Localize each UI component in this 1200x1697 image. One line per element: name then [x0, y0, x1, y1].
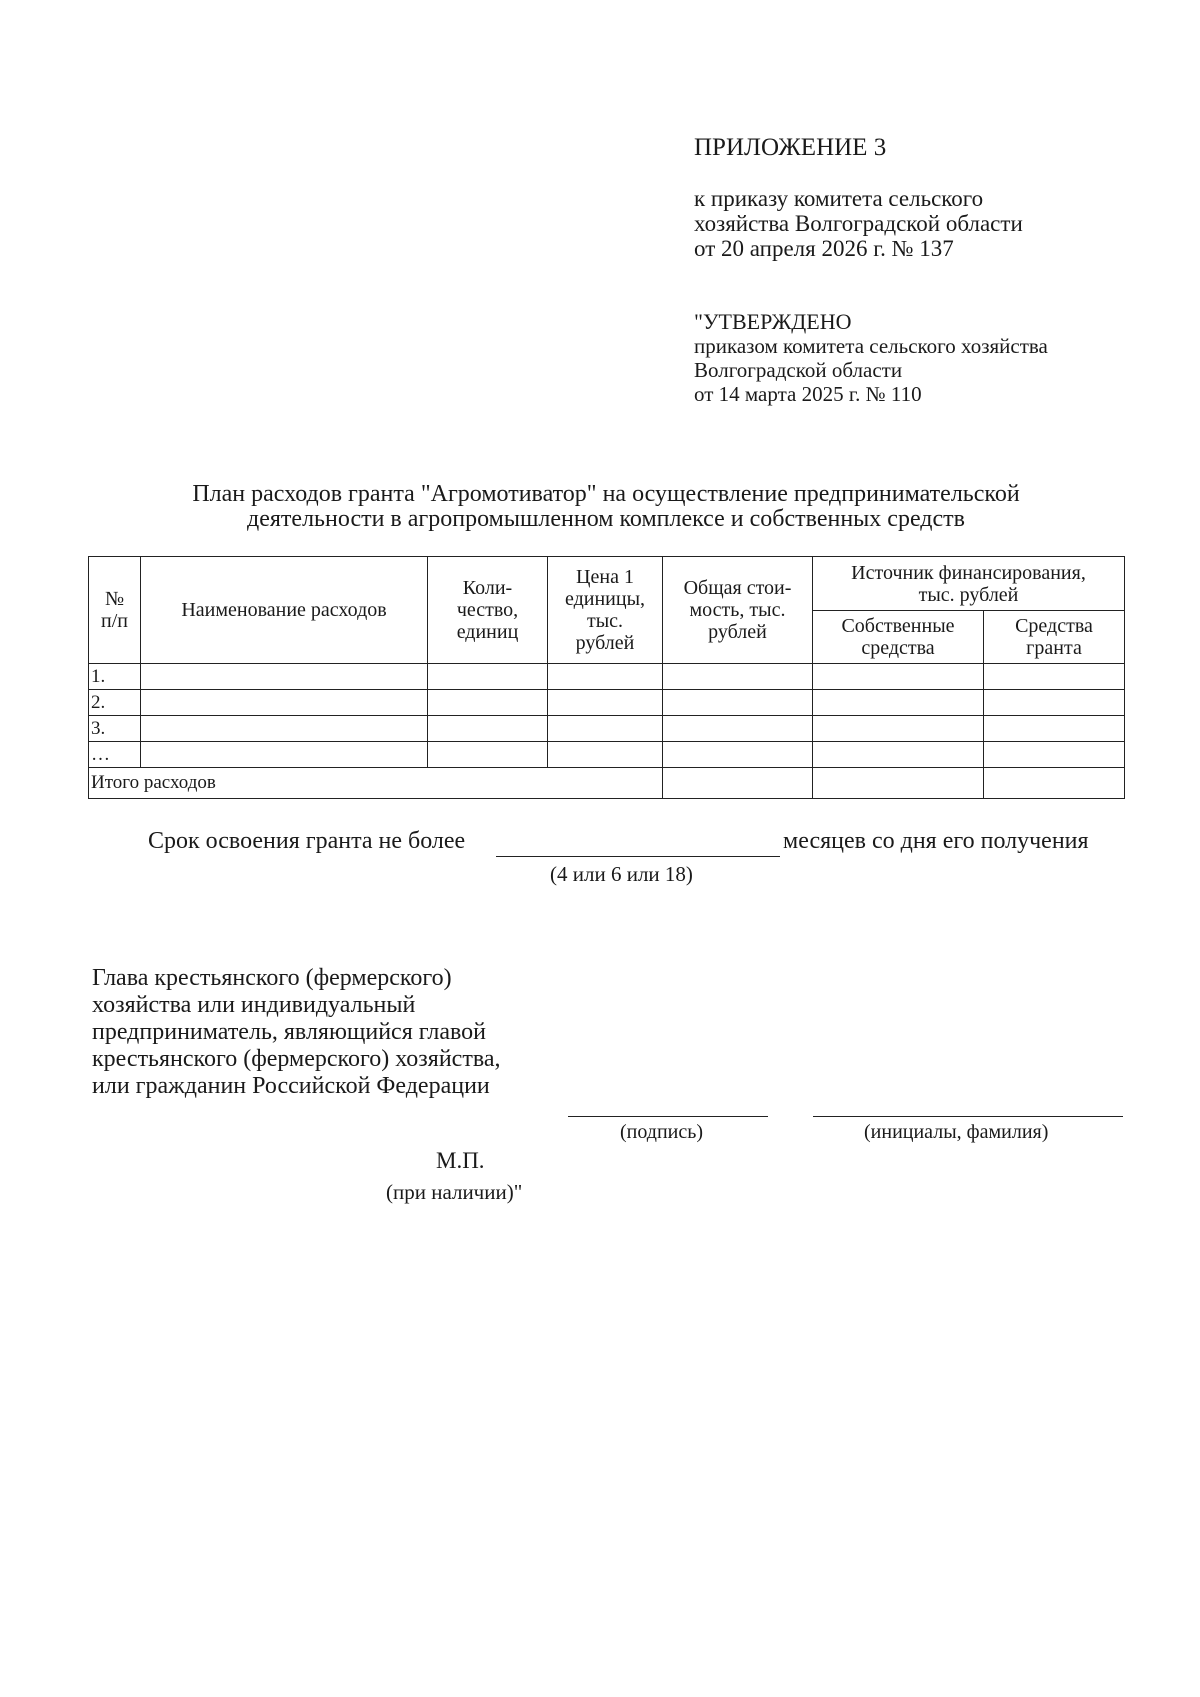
cell-unit-price[interactable] [548, 690, 663, 716]
column-header-funding-source: Источник финансирования, тыс. рублей [813, 557, 1125, 611]
table-row [89, 742, 1125, 768]
cell-grant-funds[interactable] [984, 664, 1125, 690]
approval-line: Волгоградской области [694, 358, 903, 382]
cell-unit-price[interactable] [548, 742, 663, 768]
stamp-note: (при наличии)" [386, 1180, 523, 1204]
row-number: 3. [89, 716, 141, 742]
cell-unit-price[interactable] [548, 716, 663, 742]
cell-expense-name[interactable] [141, 664, 428, 690]
document-title [88, 482, 1124, 532]
signatory-label-line: Глава крестьянского (фермерского) [92, 965, 452, 991]
row-number: 1. [89, 664, 141, 690]
column-header-own-funds: Собственные средства [813, 611, 984, 664]
cell-quantity[interactable] [428, 716, 548, 742]
cell-own-funds[interactable] [813, 716, 984, 742]
cell-own-funds-sum[interactable] [813, 768, 984, 799]
column-header-quantity: Коли- чество, единиц [428, 557, 548, 664]
name-caption: (инициалы, фамилия) [864, 1121, 1049, 1143]
cell-expense-name[interactable] [141, 742, 428, 768]
row-number: 2. [89, 690, 141, 716]
cell-total-cost[interactable] [663, 716, 813, 742]
approval-heading: "УТВЕРЖДЕНО [694, 309, 852, 334]
signatory-label [92, 965, 500, 1100]
cell-own-funds[interactable] [813, 664, 984, 690]
order-reference-line: от 20 апреля 2026 г. № 137 [694, 236, 954, 261]
cell-grant-funds[interactable] [984, 742, 1125, 768]
cell-total-cost-sum[interactable] [663, 768, 813, 799]
term-suffix: месяцев со дня его получения [783, 828, 1089, 854]
column-header-total-cost: Общая стои- мость, тыс. рублей [663, 557, 813, 664]
cell-grant-funds[interactable] [984, 690, 1125, 716]
total-row [89, 768, 1125, 799]
column-header-unit-price: Цена 1 единицы, тыс. рублей [548, 557, 663, 664]
cell-quantity[interactable] [428, 690, 548, 716]
cell-expense-name[interactable] [141, 690, 428, 716]
cell-quantity[interactable] [428, 742, 548, 768]
order-reference-line: хозяйства Волгоградской области [694, 211, 1023, 236]
table-row [89, 690, 1125, 716]
approval-block [694, 310, 1048, 406]
term-months-blank[interactable] [496, 856, 780, 857]
column-header-number: № п/п [89, 557, 141, 664]
signatory-label-line: хозяйства или индивидуальный [92, 992, 416, 1018]
column-header-expense-name: Наименование расходов [141, 557, 428, 664]
table-row [89, 664, 1125, 690]
cell-own-funds[interactable] [813, 690, 984, 716]
cell-total-cost[interactable] [663, 690, 813, 716]
cell-total-cost[interactable] [663, 664, 813, 690]
signature-line[interactable] [568, 1116, 768, 1117]
order-reference [694, 186, 1023, 261]
signature-caption: (подпись) [620, 1121, 704, 1143]
cell-unit-price[interactable] [548, 664, 663, 690]
approval-line: от 14 марта 2025 г. № 110 [694, 382, 922, 406]
stamp-label: М.П. [436, 1148, 485, 1173]
column-header-grant-funds: Средства гранта [984, 611, 1125, 664]
cell-total-cost[interactable] [663, 742, 813, 768]
appendix-title: ПРИЛОЖЕНИЕ 3 [694, 134, 887, 161]
name-line[interactable] [813, 1116, 1123, 1117]
term-prefix: Срок освоения гранта не более [148, 828, 466, 854]
table-row [89, 716, 1125, 742]
term-hint: (4 или 6 или 18) [550, 862, 693, 886]
signatory-label-line: или гражданин Российской Федерации [92, 1073, 490, 1099]
signatory-label-line: предприниматель, являющийся главой [92, 1019, 487, 1045]
document-title-line: План расходов гранта "Агромотиватор" на осуществление предпринимательской [192, 481, 1020, 507]
cell-grant-funds[interactable] [984, 716, 1125, 742]
expense-plan-table [88, 556, 1125, 799]
approval-line: приказом комитета сельского хозяйства [694, 334, 1048, 358]
cell-expense-name[interactable] [141, 716, 428, 742]
cell-own-funds[interactable] [813, 742, 984, 768]
document-title-line: деятельности в агропромышленном комплексе и собственных средств [247, 506, 965, 532]
cell-quantity[interactable] [428, 664, 548, 690]
signatory-label-line: крестьянского (фермерского) хозяйства, [92, 1046, 501, 1072]
cell-grant-funds-sum[interactable] [984, 768, 1125, 799]
total-label: Итого расходов [89, 768, 663, 799]
row-number: … [89, 742, 141, 768]
order-reference-line: к приказу комитета сельского [694, 186, 984, 211]
